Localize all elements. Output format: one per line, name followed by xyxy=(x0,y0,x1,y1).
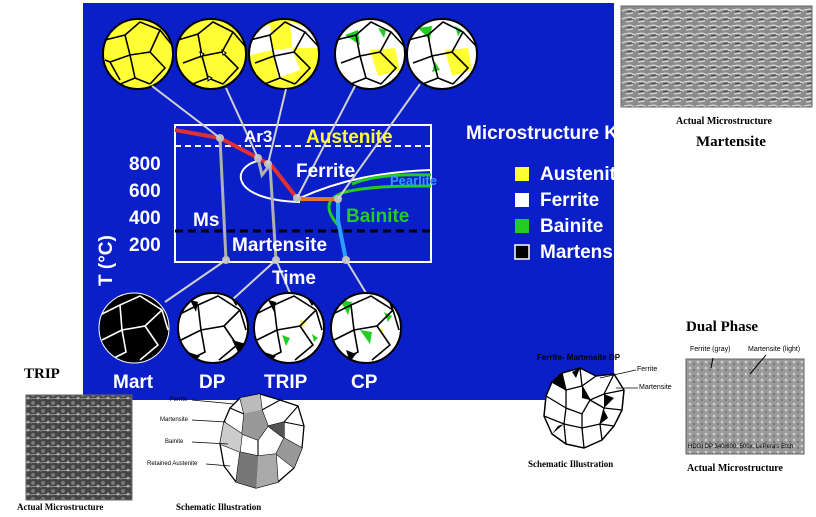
y-tick-400: 400 xyxy=(129,208,161,229)
dual-phase-caption: Actual Microstructure xyxy=(687,463,783,474)
key-title: Microstructure Key xyxy=(466,123,640,144)
dp-schematic-title: Ferrite- Martensite DP xyxy=(537,353,621,362)
key-item-ferrite: Ferrite xyxy=(540,190,600,211)
top-microstructure-circles xyxy=(103,19,477,89)
label-bainite: Bainite xyxy=(346,206,410,227)
trip-schematic-label-martensite: Martensite xyxy=(160,417,189,423)
dual-phase-title: Dual Phase xyxy=(686,319,759,335)
dual-phase-photo xyxy=(686,359,804,454)
martensite-photo-title: Martensite xyxy=(696,134,766,150)
bottom-label-dp: DP xyxy=(199,372,226,393)
key-item-austenite: Austenite xyxy=(540,164,627,185)
dual-phase-photo-caption: HDGI DP 340/600, 500x, LePera's Etch xyxy=(688,444,794,450)
label-ferrite: Ferrite xyxy=(296,161,356,182)
y-tick-200: 200 xyxy=(129,235,161,256)
x-axis-title: Time xyxy=(272,268,317,289)
y-tick-600: 600 xyxy=(129,181,161,202)
label-ar3: Ar3 xyxy=(244,127,273,146)
bottom-label-cp: CP xyxy=(351,372,378,393)
bottom-microstructure-circles xyxy=(99,293,401,363)
label-pearlite: Pearlite xyxy=(390,173,437,188)
dp-schematic-caption: Schematic Illustration xyxy=(528,459,614,469)
trip-photo-caption: Actual Microstructure xyxy=(17,502,104,512)
bottom-label-mart: Mart xyxy=(113,372,154,393)
key-item-martensite: Martensite xyxy=(540,242,636,263)
dp-schematic-label-martensite: Martensite xyxy=(639,384,672,391)
trip-photo xyxy=(26,395,132,500)
key-swatches xyxy=(515,167,529,259)
y-ticks xyxy=(129,151,161,259)
trip-title: TRIP xyxy=(24,366,60,382)
dp-schematic-label-ferrite: Ferrite xyxy=(637,366,658,373)
dual-phase-label-martensite: Martensite (light) xyxy=(748,346,801,353)
trip-schematic-label-ferrite: Ferrite xyxy=(170,397,188,403)
dual-phase-label-ferrite: Ferrite (gray) xyxy=(690,346,731,353)
bottom-label-trip: TRIP xyxy=(264,372,308,393)
dp-schematic xyxy=(544,368,638,448)
label-martensite: Martensite xyxy=(232,235,328,256)
y-axis-title: T (°C) xyxy=(96,235,117,286)
martensite-photo xyxy=(621,6,812,107)
trip-schematic-caption: Schematic Illustration xyxy=(176,502,262,512)
trip-schematic-label-bainite: Bainite xyxy=(165,439,184,445)
label-ms: Ms xyxy=(193,210,220,231)
trip-schematic xyxy=(192,394,304,488)
trip-schematic-label-retained-austenite: Retained Austenite xyxy=(147,461,198,467)
y-tick-800: 800 xyxy=(129,154,161,175)
label-austenite: Austenite xyxy=(306,127,393,148)
key-item-bainite: Bainite xyxy=(540,216,604,237)
martensite-photo-caption: Actual Microstructure xyxy=(676,116,772,127)
